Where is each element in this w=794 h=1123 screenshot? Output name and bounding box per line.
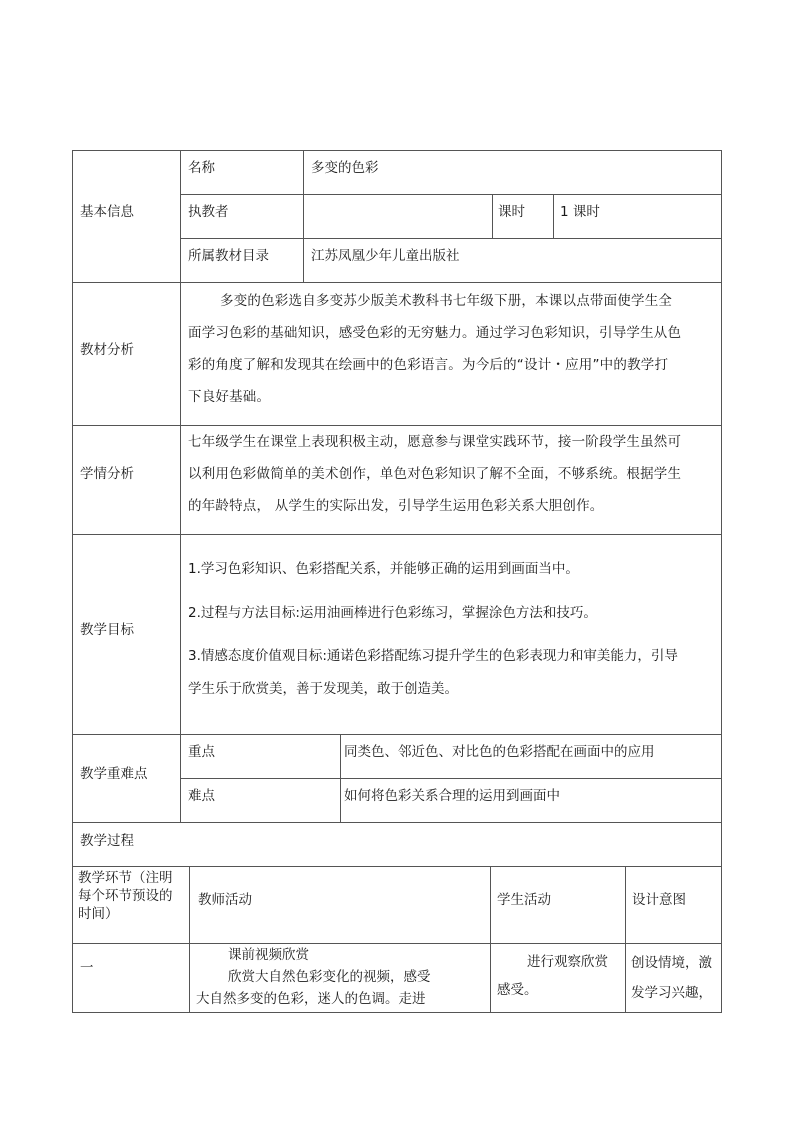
teacher-activity-text	[196, 944, 488, 1010]
stage-header-line: 教学环节（注明	[78, 870, 173, 886]
design-intent-header: 设计意图	[632, 892, 686, 908]
col-line	[553, 194, 554, 238]
objective-item-2: 2.过程与方法目标:运用油画棒进行色彩练习，掌握涂色方法和技巧。	[188, 605, 597, 621]
material-analysis-label: 教材分析	[80, 342, 134, 358]
student-analysis-label: 学情分析	[80, 466, 134, 482]
table-border-top	[72, 150, 722, 151]
material-line: 彩的角度了解和发现其在绘画中的色彩语言。为今后的“设计・应用”中的教学打	[188, 357, 669, 373]
teacher-activity-line: 大自然多变的色彩，迷人的色调。走进	[196, 991, 426, 1007]
row-line	[72, 822, 722, 823]
teacher-label: 执教者	[188, 204, 229, 220]
textbook-value: 江苏凤凰少年儿童出版社	[311, 248, 460, 264]
design-intent-line: 创设情境，激	[631, 955, 712, 971]
row-line	[72, 734, 722, 735]
row-line	[180, 238, 722, 239]
stage-number: 一	[80, 960, 94, 976]
material-analysis-text	[188, 285, 718, 413]
col-line	[189, 866, 190, 1013]
objective-item-1: 1.学习色彩知识、色彩搭配关系，并能够正确的运用到画面当中。	[188, 561, 579, 577]
period-label: 课时	[498, 204, 525, 220]
student-line: 以利用色彩做简单的美术创作，单色对色彩知识了解不全面，不够系统。根据学生	[188, 466, 682, 482]
stage-header	[78, 869, 188, 923]
student-activity-text	[497, 948, 623, 1004]
focus-label: 重点	[188, 744, 215, 760]
lesson-name: 多变的色彩	[311, 160, 379, 176]
design-intent-text	[631, 948, 721, 1008]
objective-item-3: 3.情感态度价值观目标:通诺色彩搭配练习提升学生的色彩表现力和审美能力，引导	[188, 648, 678, 664]
row-line	[72, 282, 722, 283]
design-intent-line: 发学习兴趣，	[631, 985, 712, 1001]
difficulty-value: 如何将色彩关系合理的运用到画面中	[344, 788, 560, 804]
student-activity-line: 进行观察欣赏	[527, 954, 608, 970]
difficulty-label: 难点	[188, 788, 215, 804]
material-line: 多变的色彩选自多变苏少版美术教科书七年级下册，本课以点带面使学生全	[220, 293, 673, 309]
row-line	[72, 534, 722, 535]
objective-item-3-cont: 学生乐于欣赏美，善于发现美，敢于创造美。	[188, 681, 458, 697]
col-line	[492, 194, 493, 238]
student-line: 七年级学生在课堂上表现积极主动，愿意参与课堂实践环节，接一阶段学生虽然可	[188, 434, 682, 450]
process-label: 教学过程	[80, 833, 134, 849]
teacher-activity-title: 课前视频欣赏	[228, 947, 309, 963]
col-line	[625, 866, 626, 1013]
table-border-right	[721, 150, 722, 1013]
material-line: 下良好基础。	[188, 389, 271, 405]
col-line	[180, 150, 181, 823]
table-border-left	[72, 150, 73, 1013]
name-label: 名称	[188, 160, 215, 176]
material-line: 面学习色彩的基础知识，感受色彩的无穷魅力。通过学习色彩知识，引导学生从色	[188, 325, 682, 341]
teacher-activity-line: 欣赏大自然色彩变化的视频，感受	[228, 969, 431, 985]
student-activity-header: 学生活动	[497, 892, 551, 908]
stage-header-line: 每个环节预设的	[78, 888, 173, 904]
teacher-activity-header: 教师活动	[198, 892, 252, 908]
col-line	[490, 866, 491, 1013]
student-activity-line: 感受。	[497, 982, 538, 998]
textbook-label: 所属教材目录	[188, 248, 269, 264]
col-line	[340, 734, 341, 823]
objectives-label: 教学目标	[80, 622, 134, 638]
row-line	[180, 778, 722, 779]
stage-header-line: 时间）	[78, 906, 119, 922]
basic-info-label: 基本信息	[80, 204, 134, 220]
col-line	[303, 150, 304, 282]
key-points-label: 教学重难点	[80, 766, 148, 782]
row-line	[180, 194, 722, 195]
student-line: 的年龄特点， 从学生的实际出发，引导学生运用色彩关系大胆创作。	[188, 498, 604, 514]
student-analysis-text	[188, 426, 718, 522]
period-value: 1 课时	[560, 204, 600, 220]
focus-value: 同类色、邻近色、对比色的色彩搭配在画面中的应用	[344, 744, 655, 760]
